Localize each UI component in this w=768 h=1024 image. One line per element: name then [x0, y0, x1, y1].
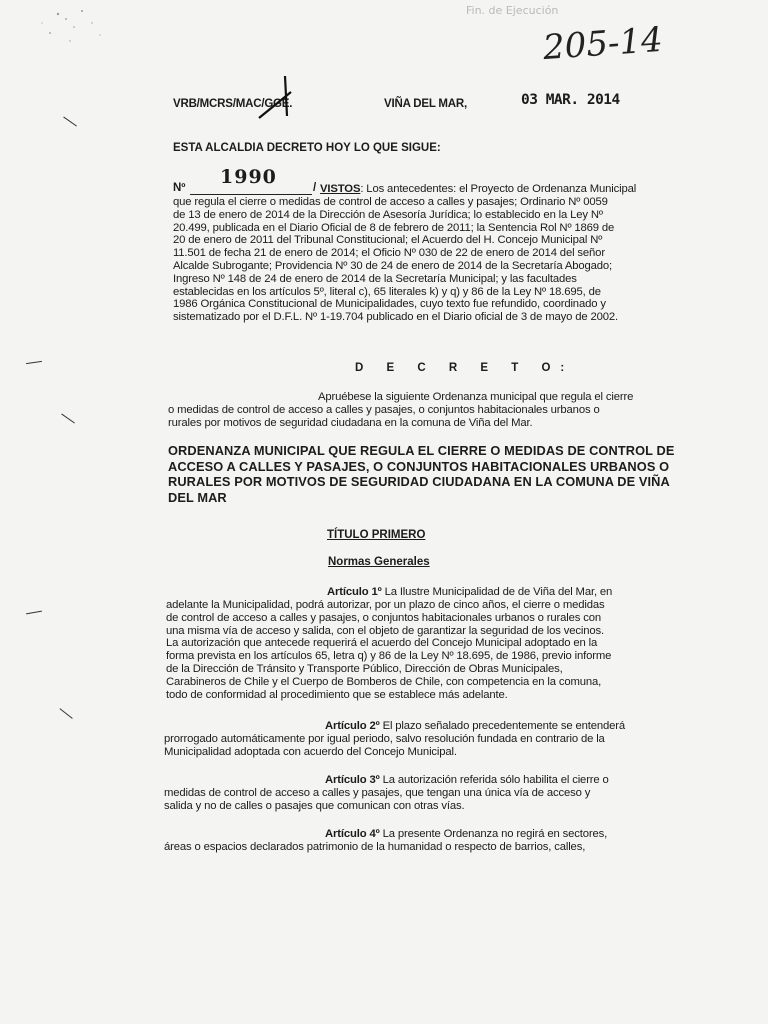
article-label: Artículo 4º	[325, 828, 380, 840]
handwritten-reference: 205-14	[541, 19, 664, 69]
article-line: una misma vía de acceso y salida, con el objeto de garantizar la seguridad de los vecinos.	[166, 624, 605, 637]
approval-body	[168, 404, 678, 430]
office-reference: VRB/MCRS/MAC/GGE.	[173, 98, 293, 110]
city-label: VIÑA DEL MAR,	[384, 98, 468, 110]
margin-mark	[26, 611, 42, 615]
article-4-body	[164, 841, 670, 854]
article-label: Artículo 1º	[327, 586, 382, 598]
vistos-line: sistematizado por el D.F.L. Nº 1-19.704 publicado en el Diario oficial de 3 de mayo de 2002.	[173, 311, 618, 324]
article-1-first-line	[327, 586, 672, 599]
article-line: Municipalidad adoptada con acuerdo del Concejo Municipal.	[164, 745, 457, 758]
decree-number-line	[190, 194, 312, 195]
article-line: de la Dirección de Tránsito y Transporte Público, Dirección de Obras Municipales,	[166, 662, 563, 675]
article-line: salida y no de calles o pasajes que comunican con otras vías.	[164, 799, 465, 812]
article-line: forma prevista en los artículos 65, letra q) y 86 de la Ley Nº 18.695, de 1986, previo informe	[166, 650, 612, 663]
article-4-first-line	[325, 828, 670, 841]
approval-line: rurales por motivos de seguridad ciudadana en la comuna de Viña del Mar.	[168, 416, 533, 429]
decree-date: 03 MAR. 2014	[521, 92, 620, 108]
scan-speckles	[30, 5, 120, 50]
article-line: todo de conformidad al procedimiento que se establece más adelante.	[166, 688, 508, 701]
ordinance-title-line: DEL MAR	[168, 489, 227, 505]
approval-first-line: Apruébese la siguiente Ordenanza municipal que regula el cierre	[318, 391, 634, 403]
normas-generales: Normas Generales	[328, 556, 430, 568]
ordinance-title-line: ACCESO A CALLES Y PASAJES, O CONJUNTOS HABITACIONALES URBANOS O	[168, 458, 670, 474]
article-line: La autorización que antecede requerirá el acuerdo del Concejo Municipal adoptado en la	[166, 637, 598, 650]
titulo-primero: TÍTULO PRIMERO	[327, 529, 426, 541]
article-1-body	[166, 599, 672, 701]
article-3-first-line	[325, 774, 670, 787]
margin-mark	[63, 117, 77, 127]
pen-strike-mark	[251, 72, 301, 129]
article-text: La presente Ordenanza no regirá en sectores,	[379, 828, 608, 840]
article-line: de control de acceso a calles y pasajes, o conjuntos habitacionales urbanos o rurales con	[166, 611, 602, 624]
faint-stamp: Fin. de Ejecución	[466, 4, 559, 17]
vistos-line: 20 de enero de 2011 del Tribunal Constitucional; el Acuerdo del H. Concejo Municipal Nº	[173, 234, 603, 247]
slash-mark: /	[313, 182, 317, 194]
intro-heading: ESTA ALCALDIA DECRETO HOY LO QUE SIGUE:	[173, 142, 441, 154]
article-text: La autorización referida sólo habilita el cierre o	[379, 774, 609, 786]
article-2-first-line	[325, 720, 670, 733]
article-label: Artículo 2º	[325, 720, 380, 732]
article-line: adelante la Municipalidad, podrá autorizar, por un plazo de cinco años, el cierre o medidas	[166, 599, 605, 611]
ordinance-title-line: RURALES POR MOTIVOS DE SEGURIDAD CIUDADANA EN LA COMUNA DE VIÑA	[168, 474, 670, 489]
vistos-line: que regula el cierre o medidas de control de acceso a calles y pasajes; Ordinario Nº 0059	[173, 196, 608, 208]
vistos-line: establecidas en los artículos 5º, literal c), 65 literales k) y q) y 86 de la Ley Nº 18.695, de	[173, 285, 601, 298]
vistos-label: VISTOS	[320, 183, 361, 195]
article-line: prorrogado automáticamente por igual periodo, salvo resolución fundada en contrario de la	[164, 733, 605, 745]
vistos-text: : Los antecedentes: el Proyecto de Ordenanza Municipal	[360, 183, 637, 195]
ordinance-title	[168, 443, 678, 505]
vistos-line: 20.499, publicada en el Diario Oficial de 8 de febrero de 2011; la Sentencia Rol Nº 1869 de	[173, 221, 615, 234]
decree-number-prefix: Nº	[173, 182, 186, 194]
article-2-body	[164, 733, 670, 759]
article-text: El plazo señalado precedentemente se entenderá	[379, 720, 626, 732]
article-label: Artículo 3º	[325, 774, 380, 786]
article-line: Carabineros de Chile y el Cuerpo de Bomberos de Chile, con competencia en la comuna,	[166, 675, 602, 688]
approval-line: o medidas de control de acceso a calles y pasajes, o conjuntos habitacionales urbanos o	[168, 404, 600, 416]
vistos-line: Ingreso Nº 148 de 24 de enero de 2014 de la Secretaría Municipal; y las facultades	[173, 272, 577, 285]
ordinance-title-line: ORDENANZA MUNICIPAL QUE REGULA EL CIERRE O MEDIDAS DE CONTROL DE	[168, 443, 675, 458]
margin-mark	[26, 361, 42, 365]
decree-number: 1990	[220, 166, 277, 188]
article-line: medidas de control de acceso a calles y pasajes, que tengan una única vía de acceso y	[164, 787, 591, 799]
vistos-line: 11.501 de fecha 21 de enero de 2014; el Oficio Nº 030 de 22 de enero de 2014 del señor	[173, 247, 605, 260]
margin-mark	[59, 708, 72, 719]
vistos-line: Alcalde Subrogante; Providencia Nº 30 de 24 de enero de 2014 de la Secretaría Abogado;	[173, 259, 613, 272]
article-line: áreas o espacios declarados patrimonio de la humanidad o respecto de barrios, calles,	[164, 841, 586, 853]
vistos-line: 1986 Orgánica Constitucional de Municipalidades, cuyo texto fue refundido, coordinado y	[173, 298, 606, 311]
decreto-heading: D E C R E T O:	[355, 362, 575, 374]
article-3-body	[164, 787, 670, 813]
article-text: La Ilustre Municipalidad de de Viña del Mar, en	[381, 586, 613, 598]
vistos-body	[173, 196, 678, 324]
vistos-line: de 13 de enero de 2014 de la Dirección de Asesoría Jurídica; lo establecido en la Ley Nº	[173, 208, 603, 221]
vistos-first-line	[320, 183, 678, 196]
margin-mark	[61, 414, 75, 424]
